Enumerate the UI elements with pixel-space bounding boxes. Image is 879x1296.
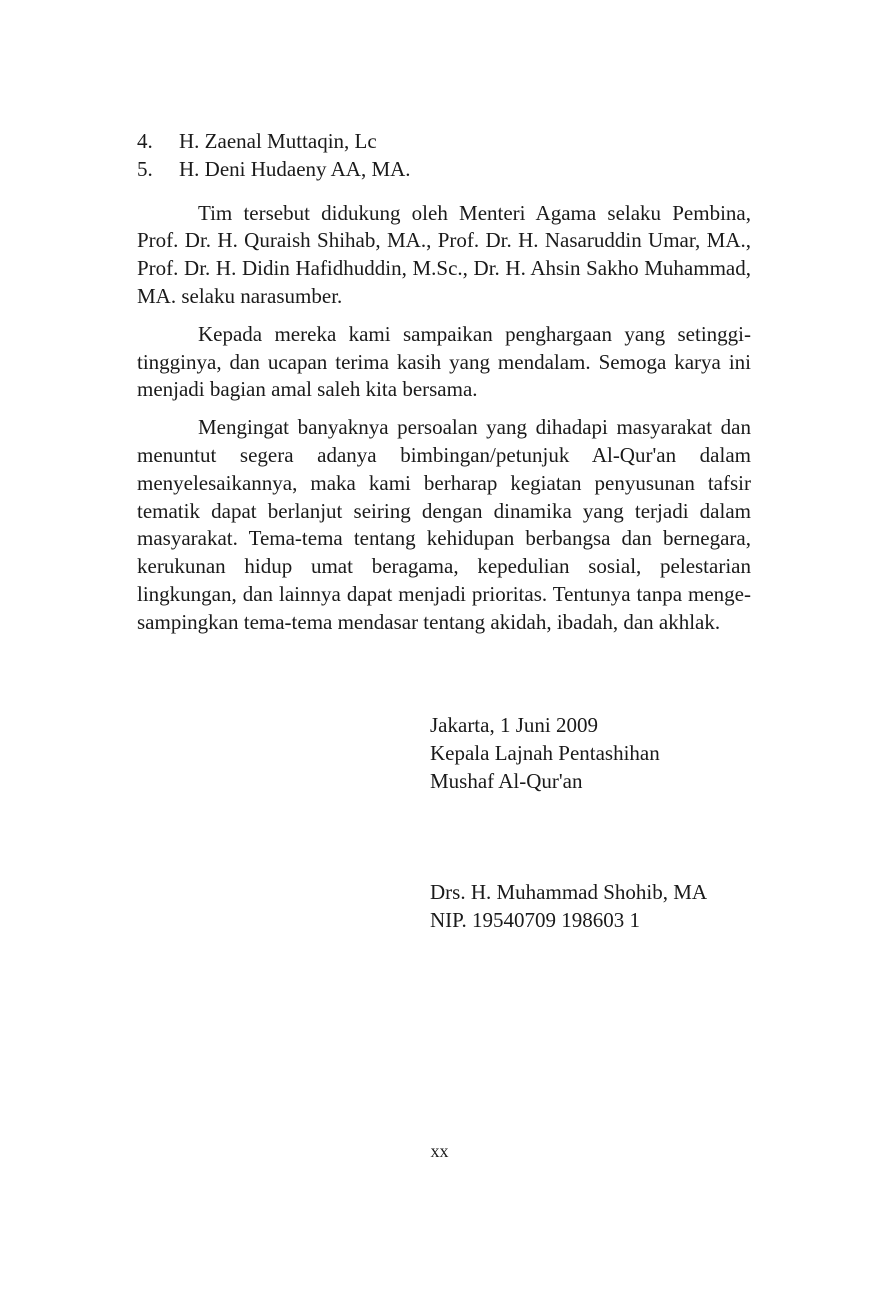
signatory-name: Drs. H. Muhammad Shohib, MA	[430, 880, 708, 905]
signature-position-line2: Mushaf Al-Qur'an	[430, 768, 583, 793]
list-item	[137, 128, 751, 156]
page-body	[137, 128, 751, 637]
signature-block	[430, 712, 707, 935]
paragraph-future-work: Mengingat banyaknya persoalan yang dihadapi masyarakat dan menuntut segera adanya bimbingan/petunjuk Al-Qur'an dalam menyelesaikannya, maka kami berharap kegiatan penyusunan tafsir tematik dapat berlanjut seiring dengan dinamika yang terjadi dalam masyarakat. Tema-tema tentang kehidupan berbangsa dan bernegara, kerukunan hidup umat beragama, kepedulian sosial, pelestarian lingkungan, dan lainnya dapat menjadi prioritas. Tentunya tanpa mengesampingkan tema-tema mendasar tentang akidah, ibadah, dan akhlak.	[137, 415, 751, 634]
list-item-text: H. Deni Hudaeny AA, MA.	[179, 156, 411, 181]
list-item	[137, 156, 751, 184]
signature-position-line1: Kepala Lajnah Pentashihan	[430, 740, 660, 765]
paragraph-team-support: Tim tersebut didukung oleh Menteri Agama selaku Pembina, Prof. Dr. H. Quraish Shihab, MA., Prof. Dr. H. Nasaruddin Umar, MA., Prof. Dr. H. Didin Hafidhuddin, M.Sc., Dr. H. Ahsin Sakho Muhammad, MA. selaku narasumber.	[137, 200, 751, 308]
list-item-number: 5.	[137, 156, 153, 181]
page-number: xx	[430, 1141, 449, 1161]
member-list	[137, 128, 751, 184]
paragraph-appreciation: Kepada mereka kami sampaikan penghargaan yang setinggi-tingginya, dan ucapan terima kasih yang mendalam. Semoga karya ini menjadi bagian amal saleh kita bersama.	[137, 321, 751, 402]
signature-place-date: Jakarta, 1 Juni 2009	[430, 713, 598, 737]
list-item-text: H. Zaenal Muttaqin, Lc	[179, 129, 377, 153]
signatory-nip: NIP. 19540709 198603 1	[430, 908, 641, 933]
list-item-number: 4.	[137, 129, 153, 153]
